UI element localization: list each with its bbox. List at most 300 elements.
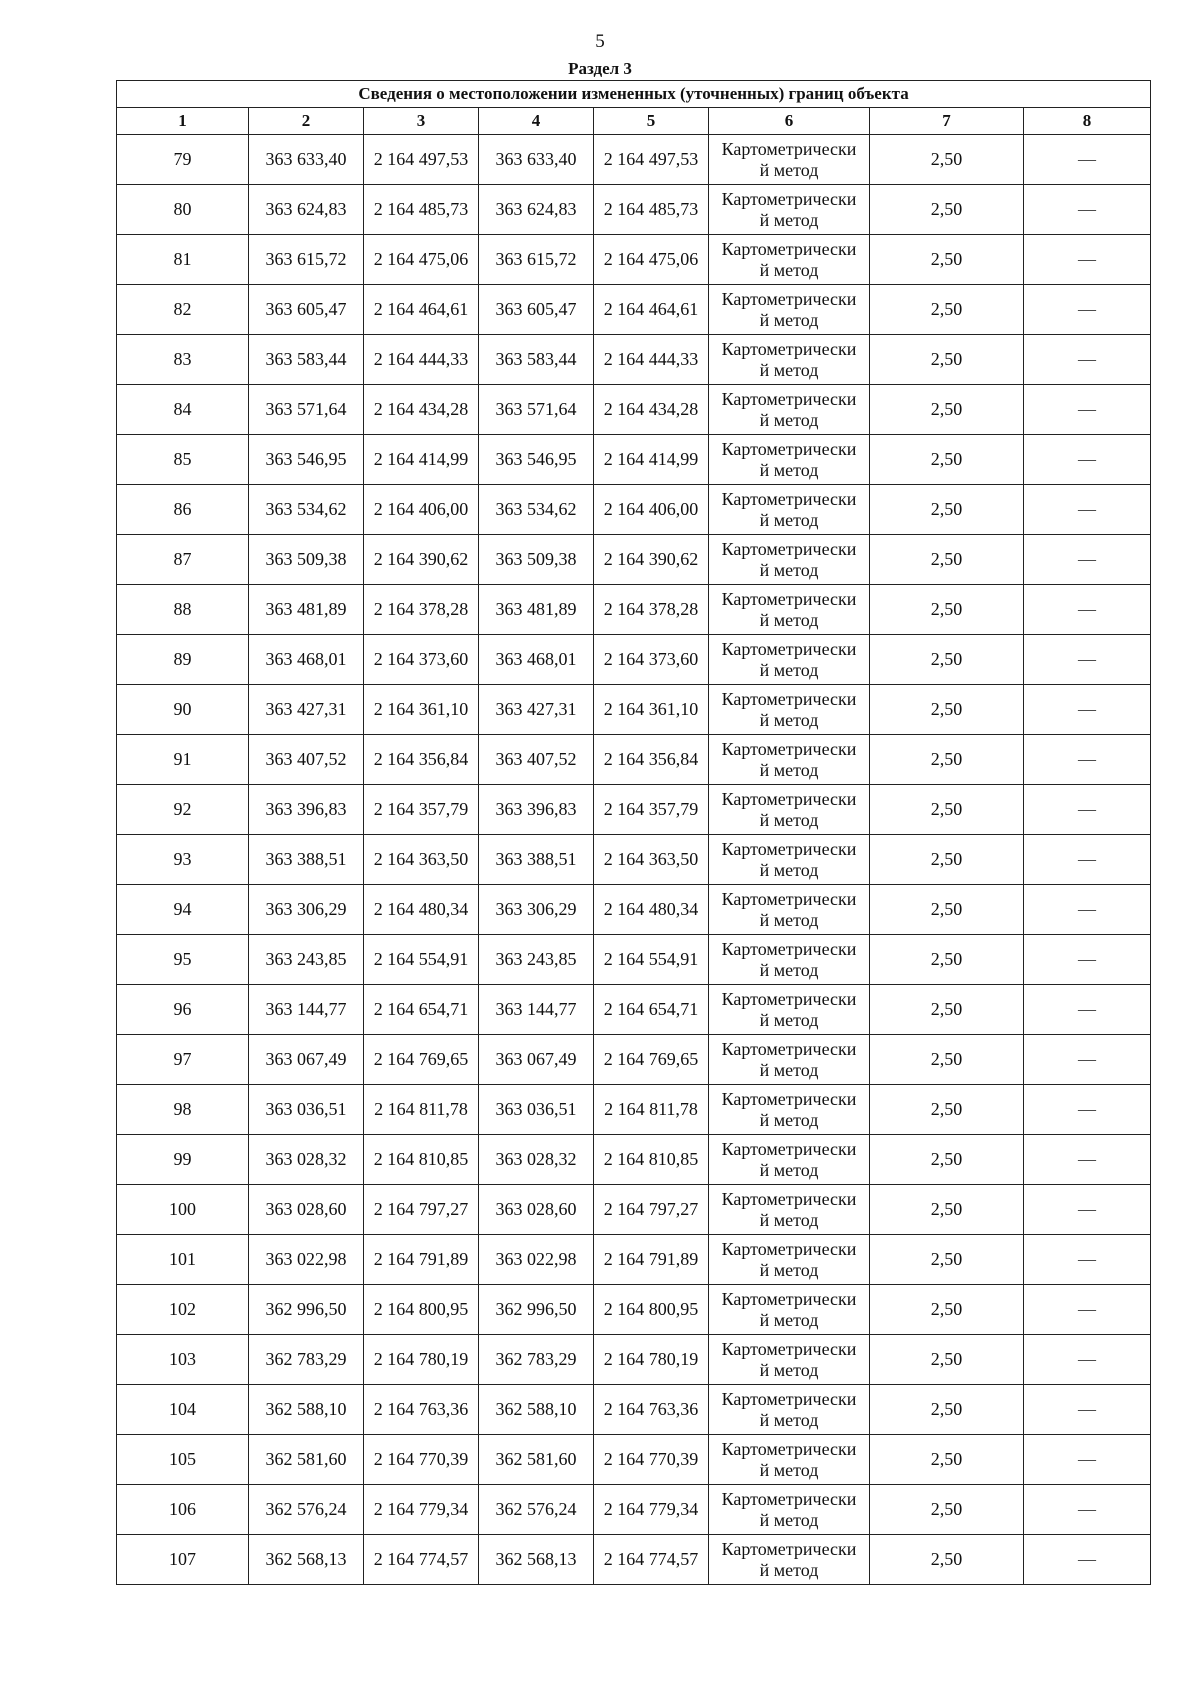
accuracy-cell: 2,50 xyxy=(870,1035,1024,1085)
x-existing-cell: 363 028,60 xyxy=(249,1185,364,1235)
x-new-cell: 363 243,85 xyxy=(479,935,594,985)
accuracy-cell: 2,50 xyxy=(870,785,1024,835)
method-cell xyxy=(709,735,870,785)
table-row xyxy=(117,635,1151,685)
method-text-line1: Картометрически xyxy=(721,1438,857,1459)
method-text-line1: Картометрически xyxy=(721,888,857,909)
y-existing-cell: 2 164 480,34 xyxy=(364,885,479,935)
method-cell xyxy=(709,485,870,535)
point-number-cell: 103 xyxy=(117,1335,249,1385)
point-number-cell: 85 xyxy=(117,435,249,485)
x-new-cell: 363 028,60 xyxy=(479,1185,594,1235)
x-new-cell: 362 576,24 xyxy=(479,1485,594,1535)
method-text-line1: Картометрически xyxy=(721,138,857,159)
y-new-cell: 2 164 373,60 xyxy=(594,635,709,685)
point-number-cell: 79 xyxy=(117,135,249,185)
x-existing-cell: 363 481,89 xyxy=(249,585,364,635)
table-row xyxy=(117,485,1151,535)
accuracy-cell: 2,50 xyxy=(870,835,1024,885)
method-text-line1: Картометрически xyxy=(721,1088,857,1109)
x-existing-cell: 363 407,52 xyxy=(249,735,364,785)
x-new-cell: 362 996,50 xyxy=(479,1285,594,1335)
method-text-line2: й метод xyxy=(759,909,819,930)
point-number-cell: 106 xyxy=(117,1485,249,1535)
y-new-cell: 2 164 363,50 xyxy=(594,835,709,885)
y-new-cell: 2 164 769,65 xyxy=(594,1035,709,1085)
point-number-cell: 102 xyxy=(117,1285,249,1335)
y-new-cell: 2 164 464,61 xyxy=(594,285,709,335)
y-new-cell: 2 164 554,91 xyxy=(594,935,709,985)
method-text-line1: Картометрически xyxy=(721,1138,857,1159)
table-row xyxy=(117,735,1151,785)
point-number-cell: 87 xyxy=(117,535,249,585)
point-number-cell: 98 xyxy=(117,1085,249,1135)
column-header: 6 xyxy=(709,108,870,135)
note-cell: — xyxy=(1024,585,1151,635)
x-existing-cell: 362 783,29 xyxy=(249,1335,364,1385)
table-row xyxy=(117,985,1151,1035)
y-new-cell: 2 164 414,99 xyxy=(594,435,709,485)
point-number-cell: 81 xyxy=(117,235,249,285)
x-new-cell: 363 481,89 xyxy=(479,585,594,635)
accuracy-cell: 2,50 xyxy=(870,435,1024,485)
x-existing-cell: 363 022,98 xyxy=(249,1235,364,1285)
x-new-cell: 363 388,51 xyxy=(479,835,594,885)
method-text-line1: Картометрически xyxy=(721,1538,857,1559)
column-header: 4 xyxy=(479,108,594,135)
method-text-line2: й метод xyxy=(759,759,819,780)
method-text-line2: й метод xyxy=(759,1359,819,1380)
method-text-line2: й метод xyxy=(759,1459,819,1480)
x-new-cell: 363 605,47 xyxy=(479,285,594,335)
method-text-line2: й метод xyxy=(759,709,819,730)
point-number-cell: 107 xyxy=(117,1535,249,1585)
y-new-cell: 2 164 779,34 xyxy=(594,1485,709,1535)
method-text-line2: й метод xyxy=(759,1059,819,1080)
method-cell xyxy=(709,835,870,885)
x-new-cell: 362 783,29 xyxy=(479,1335,594,1385)
table-row xyxy=(117,385,1151,435)
note-cell: — xyxy=(1024,1535,1151,1585)
accuracy-cell: 2,50 xyxy=(870,1485,1024,1535)
method-text-line1: Картометрически xyxy=(721,338,857,359)
boundary-coordinates-table xyxy=(116,80,1151,1585)
method-cell xyxy=(709,635,870,685)
x-existing-cell: 363 546,95 xyxy=(249,435,364,485)
x-existing-cell: 363 468,01 xyxy=(249,635,364,685)
method-text-line1: Картометрически xyxy=(721,638,857,659)
table-row xyxy=(117,1285,1151,1335)
table-row xyxy=(117,835,1151,885)
table-row xyxy=(117,1035,1151,1085)
method-text-line1: Картометрически xyxy=(721,1388,857,1409)
table-row xyxy=(117,1085,1151,1135)
method-text-line2: й метод xyxy=(759,1409,819,1430)
y-existing-cell: 2 164 780,19 xyxy=(364,1335,479,1385)
column-header: 7 xyxy=(870,108,1024,135)
method-text-line2: й метод xyxy=(759,809,819,830)
accuracy-cell: 2,50 xyxy=(870,1385,1024,1435)
accuracy-cell: 2,50 xyxy=(870,985,1024,1035)
method-text-line2: й метод xyxy=(759,1559,819,1580)
x-new-cell: 363 546,95 xyxy=(479,435,594,485)
y-new-cell: 2 164 770,39 xyxy=(594,1435,709,1485)
y-existing-cell: 2 164 769,65 xyxy=(364,1035,479,1085)
x-new-cell: 363 509,38 xyxy=(479,535,594,585)
column-header: 3 xyxy=(364,108,479,135)
y-new-cell: 2 164 434,28 xyxy=(594,385,709,435)
x-new-cell: 362 568,13 xyxy=(479,1535,594,1585)
y-new-cell: 2 164 774,57 xyxy=(594,1535,709,1585)
method-text-line2: й метод xyxy=(759,309,819,330)
x-existing-cell: 363 067,49 xyxy=(249,1035,364,1085)
note-cell: — xyxy=(1024,935,1151,985)
y-existing-cell: 2 164 554,91 xyxy=(364,935,479,985)
note-cell: — xyxy=(1024,335,1151,385)
method-text-line1: Картометрически xyxy=(721,1038,857,1059)
y-new-cell: 2 164 480,34 xyxy=(594,885,709,935)
table-row xyxy=(117,1385,1151,1435)
method-cell xyxy=(709,1285,870,1335)
y-existing-cell: 2 164 390,62 xyxy=(364,535,479,585)
accuracy-cell: 2,50 xyxy=(870,1085,1024,1135)
section-title: Раздел 3 xyxy=(568,59,632,78)
method-text-line1: Картометрически xyxy=(721,838,857,859)
method-cell xyxy=(709,885,870,935)
point-number-cell: 105 xyxy=(117,1435,249,1485)
x-new-cell: 363 427,31 xyxy=(479,685,594,735)
x-existing-cell: 363 605,47 xyxy=(249,285,364,335)
accuracy-cell: 2,50 xyxy=(870,635,1024,685)
method-cell xyxy=(709,285,870,335)
note-cell: — xyxy=(1024,385,1151,435)
method-text-line1: Картометрически xyxy=(721,988,857,1009)
table-row xyxy=(117,285,1151,335)
x-existing-cell: 363 571,64 xyxy=(249,385,364,435)
x-new-cell: 363 615,72 xyxy=(479,235,594,285)
table-row xyxy=(117,585,1151,635)
x-existing-cell: 363 615,72 xyxy=(249,235,364,285)
y-new-cell: 2 164 800,95 xyxy=(594,1285,709,1335)
note-cell: — xyxy=(1024,1285,1151,1335)
x-new-cell: 363 144,77 xyxy=(479,985,594,1035)
note-cell: — xyxy=(1024,635,1151,685)
note-cell: — xyxy=(1024,1035,1151,1085)
column-header: 8 xyxy=(1024,108,1151,135)
table-row xyxy=(117,1235,1151,1285)
point-number-cell: 92 xyxy=(117,785,249,835)
y-existing-cell: 2 164 810,85 xyxy=(364,1135,479,1185)
y-new-cell: 2 164 485,73 xyxy=(594,185,709,235)
method-cell xyxy=(709,435,870,485)
point-number-cell: 91 xyxy=(117,735,249,785)
y-existing-cell: 2 164 485,73 xyxy=(364,185,479,235)
method-text-line2: й метод xyxy=(759,209,819,230)
accuracy-cell: 2,50 xyxy=(870,185,1024,235)
table-row xyxy=(117,885,1151,935)
x-new-cell: 363 407,52 xyxy=(479,735,594,785)
method-text-line2: й метод xyxy=(759,459,819,480)
x-new-cell: 363 534,62 xyxy=(479,485,594,535)
y-existing-cell: 2 164 444,33 xyxy=(364,335,479,385)
table-row xyxy=(117,535,1151,585)
y-existing-cell: 2 164 361,10 xyxy=(364,685,479,735)
y-existing-cell: 2 164 800,95 xyxy=(364,1285,479,1335)
column-header: 5 xyxy=(594,108,709,135)
x-existing-cell: 362 568,13 xyxy=(249,1535,364,1585)
y-new-cell: 2 164 654,71 xyxy=(594,985,709,1035)
method-text-line2: й метод xyxy=(759,1159,819,1180)
y-new-cell: 2 164 497,53 xyxy=(594,135,709,185)
method-text-line2: й метод xyxy=(759,1309,819,1330)
table-row xyxy=(117,335,1151,385)
note-cell: — xyxy=(1024,1085,1151,1135)
accuracy-cell: 2,50 xyxy=(870,535,1024,585)
y-existing-cell: 2 164 654,71 xyxy=(364,985,479,1035)
point-number-cell: 94 xyxy=(117,885,249,935)
method-text-line1: Картометрически xyxy=(721,688,857,709)
x-existing-cell: 363 427,31 xyxy=(249,685,364,735)
method-text-line2: й метод xyxy=(759,609,819,630)
y-new-cell: 2 164 475,06 xyxy=(594,235,709,285)
y-existing-cell: 2 164 378,28 xyxy=(364,585,479,635)
point-number-cell: 95 xyxy=(117,935,249,985)
point-number-cell: 83 xyxy=(117,335,249,385)
x-existing-cell: 363 624,83 xyxy=(249,185,364,235)
y-new-cell: 2 164 356,84 xyxy=(594,735,709,785)
note-cell: — xyxy=(1024,1435,1151,1485)
point-number-cell: 89 xyxy=(117,635,249,685)
accuracy-cell: 2,50 xyxy=(870,235,1024,285)
method-text-line2: й метод xyxy=(759,1259,819,1280)
y-existing-cell: 2 164 811,78 xyxy=(364,1085,479,1135)
accuracy-cell: 2,50 xyxy=(870,1235,1024,1285)
note-cell: — xyxy=(1024,735,1151,785)
method-cell xyxy=(709,585,870,635)
y-existing-cell: 2 164 356,84 xyxy=(364,735,479,785)
x-existing-cell: 362 581,60 xyxy=(249,1435,364,1485)
point-number-cell: 86 xyxy=(117,485,249,535)
point-number-cell: 93 xyxy=(117,835,249,885)
x-new-cell: 363 624,83 xyxy=(479,185,594,235)
note-cell: — xyxy=(1024,1135,1151,1185)
method-text-line1: Картометрически xyxy=(721,588,857,609)
method-text-line1: Картометрически xyxy=(721,1288,857,1309)
y-existing-cell: 2 164 464,61 xyxy=(364,285,479,335)
note-cell: — xyxy=(1024,135,1151,185)
method-text-line2: й метод xyxy=(759,1009,819,1030)
x-existing-cell: 363 509,38 xyxy=(249,535,364,585)
point-number-cell: 100 xyxy=(117,1185,249,1235)
y-new-cell: 2 164 797,27 xyxy=(594,1185,709,1235)
method-cell xyxy=(709,1535,870,1585)
method-text-line2: й метод xyxy=(759,409,819,430)
accuracy-cell: 2,50 xyxy=(870,1285,1024,1335)
table-row xyxy=(117,785,1151,835)
method-cell xyxy=(709,935,870,985)
note-cell: — xyxy=(1024,535,1151,585)
table-row xyxy=(117,135,1151,185)
table-row xyxy=(117,1535,1151,1585)
accuracy-cell: 2,50 xyxy=(870,935,1024,985)
note-cell: — xyxy=(1024,985,1151,1035)
accuracy-cell: 2,50 xyxy=(870,1435,1024,1485)
x-new-cell: 363 468,01 xyxy=(479,635,594,685)
x-existing-cell: 363 306,29 xyxy=(249,885,364,935)
table-row xyxy=(117,185,1151,235)
point-number-cell: 99 xyxy=(117,1135,249,1185)
x-existing-cell: 362 588,10 xyxy=(249,1385,364,1435)
method-text-line1: Картометрически xyxy=(721,288,857,309)
method-text-line1: Картометрически xyxy=(721,388,857,409)
x-existing-cell: 362 996,50 xyxy=(249,1285,364,1335)
method-cell xyxy=(709,985,870,1035)
y-existing-cell: 2 164 373,60 xyxy=(364,635,479,685)
table-row xyxy=(117,435,1151,485)
x-existing-cell: 363 633,40 xyxy=(249,135,364,185)
method-cell xyxy=(709,1085,870,1135)
method-text-line1: Картометрически xyxy=(721,188,857,209)
method-text-line2: й метод xyxy=(759,859,819,880)
point-number-cell: 101 xyxy=(117,1235,249,1285)
y-existing-cell: 2 164 791,89 xyxy=(364,1235,479,1285)
table-row xyxy=(117,1335,1151,1385)
table-row xyxy=(117,1485,1151,1535)
x-new-cell: 363 067,49 xyxy=(479,1035,594,1085)
x-new-cell: 363 571,64 xyxy=(479,385,594,435)
y-existing-cell: 2 164 797,27 xyxy=(364,1185,479,1235)
y-new-cell: 2 164 811,78 xyxy=(594,1085,709,1135)
method-text-line1: Картометрически xyxy=(721,1488,857,1509)
accuracy-cell: 2,50 xyxy=(870,1335,1024,1385)
y-existing-cell: 2 164 406,00 xyxy=(364,485,479,535)
method-cell xyxy=(709,1385,870,1435)
y-new-cell: 2 164 780,19 xyxy=(594,1335,709,1385)
table-row xyxy=(117,1185,1151,1235)
note-cell: — xyxy=(1024,1185,1151,1235)
table-caption: Сведения о местоположении измененных (уточненных) границ объекта xyxy=(117,81,1151,108)
point-number-cell: 90 xyxy=(117,685,249,735)
x-new-cell: 363 028,32 xyxy=(479,1135,594,1185)
x-existing-cell: 363 534,62 xyxy=(249,485,364,535)
table-row xyxy=(117,685,1151,735)
x-new-cell: 363 306,29 xyxy=(479,885,594,935)
method-cell xyxy=(709,1235,870,1285)
y-new-cell: 2 164 390,62 xyxy=(594,535,709,585)
method-text-line2: й метод xyxy=(759,659,819,680)
method-cell xyxy=(709,185,870,235)
table-row xyxy=(117,935,1151,985)
point-number-cell: 84 xyxy=(117,385,249,435)
method-text-line1: Картометрически xyxy=(721,938,857,959)
method-text-line1: Картометрически xyxy=(721,1188,857,1209)
method-cell xyxy=(709,1485,870,1535)
method-cell xyxy=(709,135,870,185)
accuracy-cell: 2,50 xyxy=(870,385,1024,435)
point-number-cell: 80 xyxy=(117,185,249,235)
method-text-line1: Картометрически xyxy=(721,1238,857,1259)
note-cell: — xyxy=(1024,185,1151,235)
y-new-cell: 2 164 357,79 xyxy=(594,785,709,835)
x-existing-cell: 363 583,44 xyxy=(249,335,364,385)
method-text-line1: Картометрически xyxy=(721,788,857,809)
note-cell: — xyxy=(1024,285,1151,335)
column-header: 1 xyxy=(117,108,249,135)
accuracy-cell: 2,50 xyxy=(870,1185,1024,1235)
method-cell xyxy=(709,1435,870,1485)
y-new-cell: 2 164 444,33 xyxy=(594,335,709,385)
accuracy-cell: 2,50 xyxy=(870,135,1024,185)
method-text-line1: Картометрически xyxy=(721,738,857,759)
x-new-cell: 362 581,60 xyxy=(479,1435,594,1485)
column-header: 2 xyxy=(249,108,364,135)
point-number-cell: 97 xyxy=(117,1035,249,1085)
accuracy-cell: 2,50 xyxy=(870,1135,1024,1185)
method-text-line2: й метод xyxy=(759,959,819,980)
method-cell xyxy=(709,785,870,835)
page-number: 5 xyxy=(595,31,605,52)
method-text-line2: й метод xyxy=(759,159,819,180)
method-cell xyxy=(709,1135,870,1185)
y-existing-cell: 2 164 774,57 xyxy=(364,1535,479,1585)
table-row xyxy=(117,1435,1151,1485)
accuracy-cell: 2,50 xyxy=(870,685,1024,735)
note-cell: — xyxy=(1024,1385,1151,1435)
y-existing-cell: 2 164 357,79 xyxy=(364,785,479,835)
x-existing-cell: 363 144,77 xyxy=(249,985,364,1035)
x-new-cell: 363 022,98 xyxy=(479,1235,594,1285)
y-new-cell: 2 164 361,10 xyxy=(594,685,709,735)
y-new-cell: 2 164 406,00 xyxy=(594,485,709,535)
x-existing-cell: 363 036,51 xyxy=(249,1085,364,1135)
x-new-cell: 363 583,44 xyxy=(479,335,594,385)
x-existing-cell: 362 576,24 xyxy=(249,1485,364,1535)
accuracy-cell: 2,50 xyxy=(870,285,1024,335)
table-row xyxy=(117,235,1151,285)
note-cell: — xyxy=(1024,835,1151,885)
method-cell xyxy=(709,335,870,385)
note-cell: — xyxy=(1024,435,1151,485)
x-existing-cell: 363 243,85 xyxy=(249,935,364,985)
y-new-cell: 2 164 378,28 xyxy=(594,585,709,635)
accuracy-cell: 2,50 xyxy=(870,885,1024,935)
y-existing-cell: 2 164 363,50 xyxy=(364,835,479,885)
x-existing-cell: 363 388,51 xyxy=(249,835,364,885)
y-new-cell: 2 164 763,36 xyxy=(594,1385,709,1435)
method-cell xyxy=(709,535,870,585)
method-cell xyxy=(709,385,870,435)
method-text-line2: й метод xyxy=(759,1509,819,1530)
note-cell: — xyxy=(1024,785,1151,835)
note-cell: — xyxy=(1024,885,1151,935)
note-cell: — xyxy=(1024,485,1151,535)
method-text-line1: Картометрически xyxy=(721,238,857,259)
note-cell: — xyxy=(1024,1485,1151,1535)
method-text-line1: Картометрически xyxy=(721,488,857,509)
point-number-cell: 88 xyxy=(117,585,249,635)
method-text-line2: й метод xyxy=(759,359,819,380)
method-text-line2: й метод xyxy=(759,259,819,280)
note-cell: — xyxy=(1024,1235,1151,1285)
method-text-line2: й метод xyxy=(759,1209,819,1230)
note-cell: — xyxy=(1024,1335,1151,1385)
method-cell xyxy=(709,1185,870,1235)
x-existing-cell: 363 396,83 xyxy=(249,785,364,835)
x-new-cell: 363 633,40 xyxy=(479,135,594,185)
method-text-line1: Картометрически xyxy=(721,438,857,459)
y-existing-cell: 2 164 770,39 xyxy=(364,1435,479,1485)
method-cell xyxy=(709,235,870,285)
